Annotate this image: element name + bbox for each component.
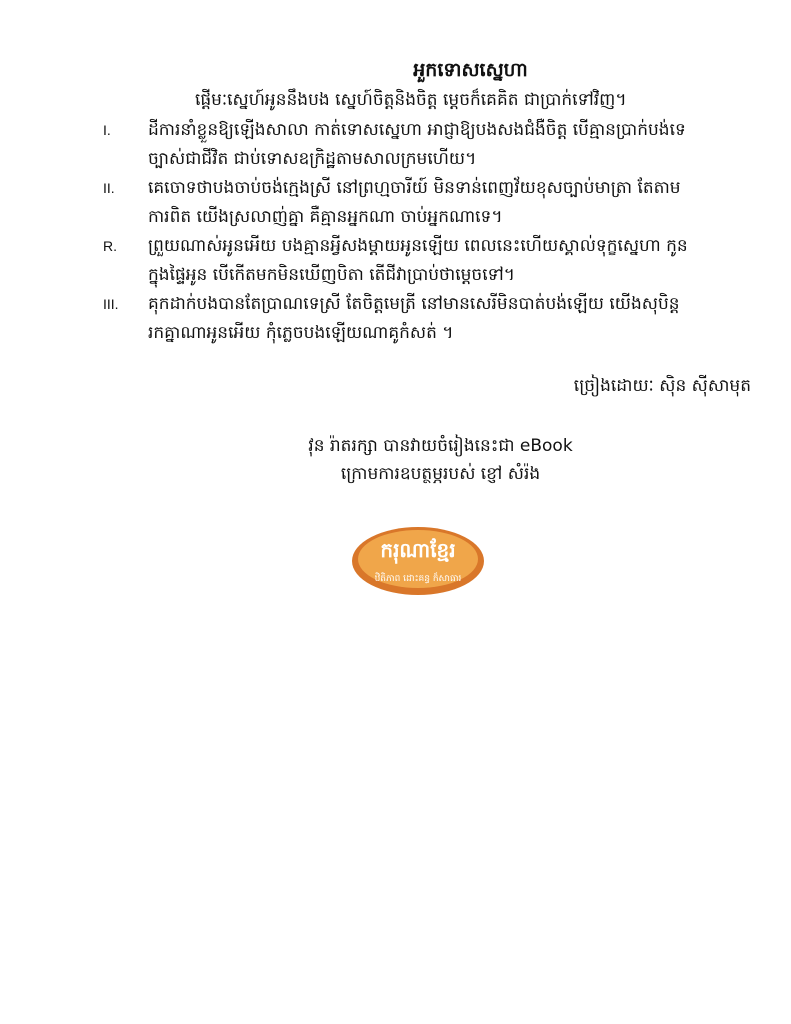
verse-line: ក្នុងផ្ទៃអូន បើកើតមកមិនឃើញបិតា តើជីវាប្រាប់ថាម្តេចទៅ។ (148, 265, 515, 285)
composer-credit: ច្រៀងដោយៈ ស៊ិន ស៊ីសាមុត (573, 376, 751, 396)
intro-line: ផ្តើមៈស្នេហ៍អូននឹងបង ស្នេហ៍ចិត្តនិងចិត្ត ម្តេចក៏គេគិត ជាប្រាក់ទៅវិញ។ (195, 90, 627, 110)
sponsor-credit: ក្រោមការឧបត្ថម្ភរបស់ ខ្ញៅ សំរ៉ង (340, 464, 541, 484)
verse-refrain (0, 232, 791, 290)
verse-line: គុកដាក់បងបានតែប្រាណទេស្រី តែចិត្តមេត្រី នៅមានសេរីមិនបាត់បង់ឡើយ យើងសុបិន្ត (148, 294, 680, 314)
karuna-khmer-logo (350, 525, 486, 597)
verse-marker: II. (103, 180, 115, 196)
verse-2 (0, 174, 791, 232)
verse-line: ច្បាស់ជាជីវិត ជាប់ទោសឧក្រិដ្ឋតាមសាលក្រមហើយ។ (148, 149, 477, 169)
verse-line: ព្រួយណាស់អូនអើយ បងគ្មានអ្វីសងម្តាយអូនឡើយ ពេលនេះហើយស្គាល់ទុក្ខស្នេហា កូន (148, 236, 688, 256)
verse-marker: R. (103, 238, 117, 254)
verse-marker: III. (103, 296, 119, 312)
logo-main-text: ករុណាខ្មែរ (380, 538, 456, 562)
verse-line: ដីការនាំខ្លួនឱ្យឡើងសាលា កាត់ទោសស្នេហា អាជ្ញាឱ្យបងសងជំងឺចិត្ត បើគ្មានប្រាក់បង់ទេ (148, 120, 686, 140)
verse-line: គេចោទថាបងចាប់ចង់ក្មេងស្រី នៅព្រហ្មចារីយ៍ មិនទាន់ពេញវ័យខុសច្បាប់មាត្រា តែតាម (148, 178, 681, 198)
song-title: អួកទោសស្នេហា (413, 59, 528, 81)
verse-line: ការពិត យើងស្រលាញ់គ្នា គឺគ្មានអ្នកណា ចាប់អ្នកណាទេ។ (148, 207, 503, 227)
logo-sub-text: ឋិតិភាព ដោះគន្ធ ក៏សាធារ (374, 574, 462, 584)
verse-marker: I. (103, 122, 111, 138)
verse-1 (0, 116, 791, 174)
verse-list (0, 116, 791, 348)
ebook-credit: វុន រ៉ាតរក្សា បានវាយចំរៀងនេះជា eBook (308, 436, 573, 456)
verse-line: រកគ្នាណាអូនអើយ កុំភ្លេចបងឡើយណាគូកំសត់ ។ (148, 323, 454, 343)
logo-graphic (350, 525, 486, 597)
verse-3 (0, 290, 791, 348)
